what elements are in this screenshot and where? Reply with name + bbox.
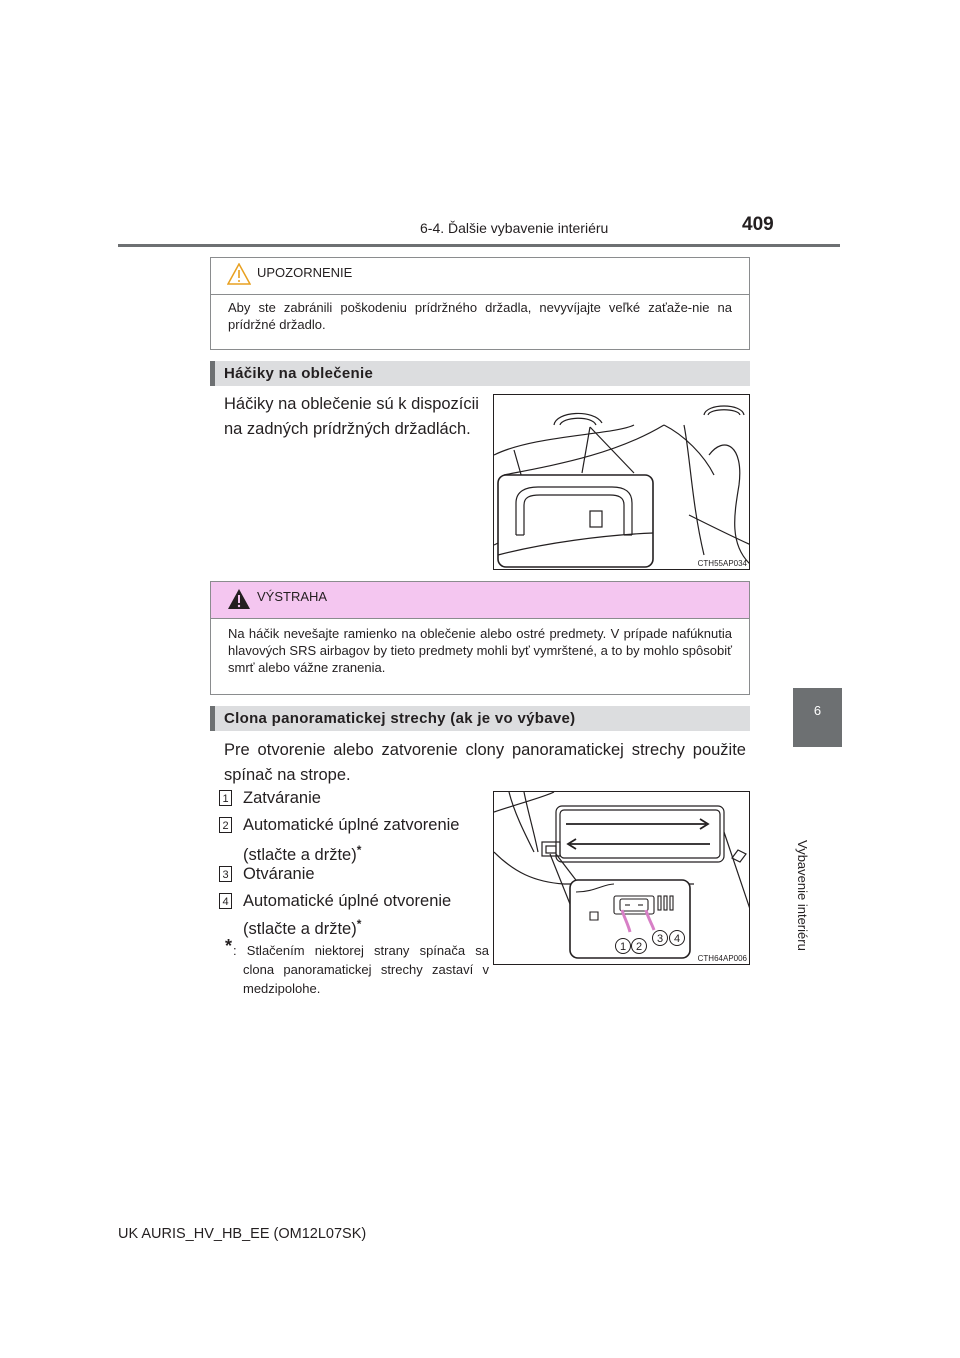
notice-box (210, 257, 750, 350)
list-item-2-note: (stlačte a držte)* (243, 843, 362, 864)
shade-intro: Pre otvorenie alebo zatvorenie clony panoramatickej strechy použite spínač na strope. (224, 741, 746, 784)
warning-text: Na háčik nevešajte ramienko na oblečenie alebo ostré predmety. V prípade nafúknutia hlavových SRS airbagov by tieto predmety mohli byť vymrštené, a to by mohlo spôsobiť smrť alebo vážne zranenia. (228, 626, 732, 675)
shade-heading-text: Clona panoramatickej strechy (ak je vo výbave) (224, 710, 576, 727)
header-rule (118, 244, 840, 247)
warning-box (210, 581, 750, 695)
footnote-text: : Stlačením niektorej strany spínača sa clona panoramatickej strechy zastaví v medzipolohe. (233, 943, 489, 996)
warning-triangle-filled-icon (227, 588, 251, 610)
list-item-4-note: (stlačte a držte)* (243, 917, 362, 938)
coat-hooks-heading (210, 361, 750, 386)
caution-triangle-outline-icon (227, 263, 251, 285)
list-number-2: 2 (219, 817, 232, 833)
section-title: 6-4. Ďalšie vybavenie interiéru (420, 220, 609, 236)
coat-hooks-text: Háčiky na oblečenie sú k dispozícii na zadných prídržných držadlách. (224, 395, 479, 438)
coat-hooks-heading-text: Háčiky na oblečenie (224, 365, 374, 382)
figure-callout-3: 3 (656, 933, 664, 945)
coat-hook-figure-code: CTH55AP034 (697, 559, 747, 568)
coat-hook-illustration (494, 395, 750, 570)
chapter-label: Vybavenie interiéru (795, 840, 810, 951)
shade-switch-figure (493, 791, 750, 965)
shade-figure-code: CTH64AP006 (697, 954, 747, 963)
figure-callout-2: 2 (635, 941, 643, 953)
figure-callout-4: 4 (673, 933, 681, 945)
notice-title: UPOZORNENIE (257, 265, 353, 280)
warning-title: VÝSTRAHA (257, 589, 328, 604)
coat-hook-figure (493, 394, 750, 570)
list-item-2: Automatické úplné zatvorenie (243, 816, 460, 834)
list-item-4: Automatické úplné otvorenie (243, 892, 452, 910)
shade-heading (210, 706, 750, 731)
notice-text: Aby ste zabránili poškodeniu prídržného držadla, nevyvíjajte veľké zaťaže-nie na prídržné držadlo. (228, 300, 732, 332)
chapter-number: 6 (813, 703, 822, 718)
page-number: 409 (742, 214, 774, 235)
list-number-1: 1 (219, 790, 232, 806)
list-number-3: 3 (219, 866, 232, 882)
footnote-mark: * (225, 936, 233, 956)
footer-model: UK AURIS_HV_HB_EE (OM12L07SK) (118, 1226, 367, 1242)
list-item-1: Zatváranie (243, 789, 321, 807)
figure-callout-1: 1 (619, 941, 627, 953)
list-item-3: Otváranie (243, 865, 315, 883)
list-number-4: 4 (219, 893, 232, 909)
shade-switch-illustration (494, 792, 750, 965)
warning-box-header (211, 582, 749, 619)
notice-box-header (211, 258, 749, 295)
